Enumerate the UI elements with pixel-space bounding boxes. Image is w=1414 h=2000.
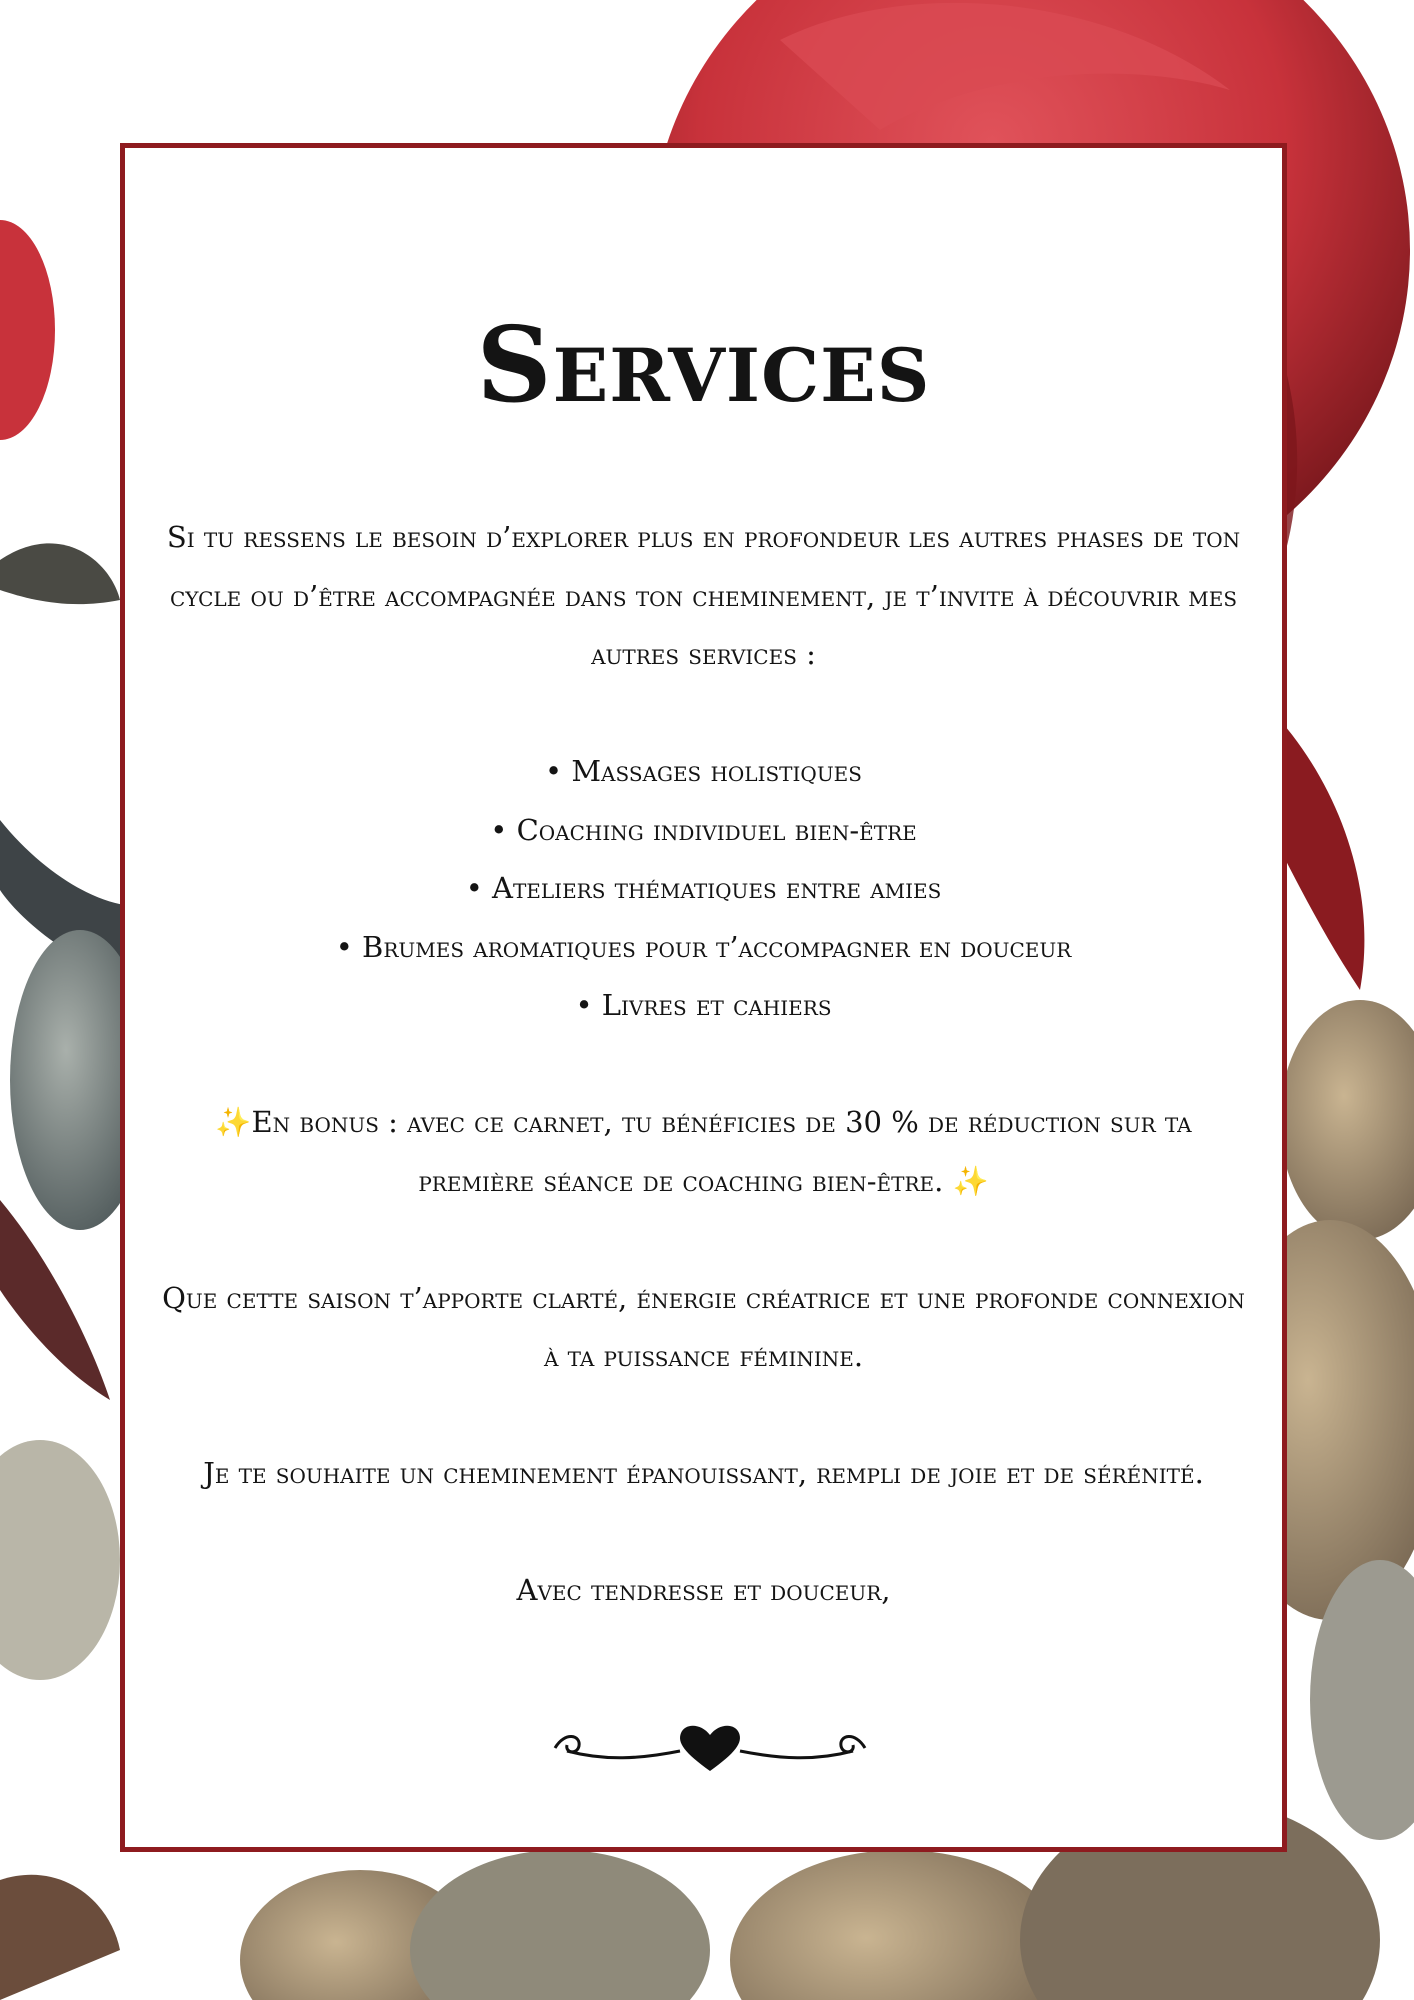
bonus-text: En bonus : avec ce carnet, tu bénéficies de 30 % de réduction sur ta première séance de coaching bien-être. [251,1105,1192,1198]
content-body [155,508,1252,1620]
sparkles-icon: ✨ [215,1105,252,1139]
list-item: • Brumes aromatiques pour t’accompagner en douceur [335,929,1072,964]
list-item: • Coaching individuel bien-être [490,812,917,847]
services-list [155,742,1252,1035]
heart-divider-icon [545,1713,875,1783]
sparkles-icon: ✨ [952,1163,989,1198]
content-frame [120,143,1287,1852]
rose-left-edge [0,220,55,440]
bonus-paragraph [155,1093,1252,1210]
intro-paragraph: Si tu ressens le besoin d’explorer plus en profondeur les autres phases de ton cycle ou d’être accompagnée dans ton cheminement, je t’invite à découvrir mes autres services : [166,520,1241,671]
page-title: Services [476,303,931,426]
list-item: • Massages holistiques [545,754,862,788]
list-item: • Livres et cahiers [575,988,832,1022]
list-item: • Ateliers thématiques entre amies [465,871,942,905]
signoff-text: Avec tendresse et douceur, [516,1573,891,1607]
wish-paragraph-1: Que cette saison t’apporte clarté, énergie créatrice et une profonde connexion à ta puissance féminine. [162,1280,1245,1373]
wish-paragraph-2: Je te souhaite un cheminement épanouissant, rempli de joie et de sérénité. [203,1456,1204,1490]
